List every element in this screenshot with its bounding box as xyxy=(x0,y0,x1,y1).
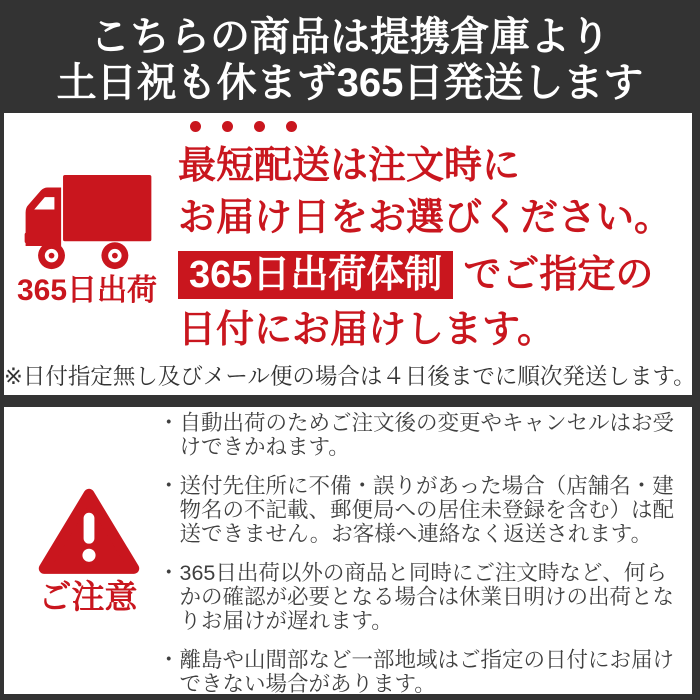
header-line-2: 土日祝も休まず365日発送します xyxy=(56,61,644,105)
shipping-panel xyxy=(4,113,696,395)
emphasis-dots xyxy=(190,121,297,132)
highlight-suffix: でご指定の xyxy=(463,254,654,296)
warning-triangle-icon xyxy=(38,483,140,575)
caution-list xyxy=(158,411,684,700)
caution-item: ・365日出荷以外の商品と同時にご注文時など、何らかの確認が必要となる場合は休業日明けの出荷となりお届けが遅れます。 xyxy=(158,561,675,633)
headline-line-4: 日付にお届けします。 xyxy=(178,309,555,351)
emphasis-dot-icon xyxy=(254,121,265,132)
headline-line-3 xyxy=(178,251,653,299)
caution-item: ・送付先住所に不備・誤りがあった場合（店舗名・建物名の不記載、郵便局への居住未登録を含む）は配送できません。お客様へ連絡なく返送されます。 xyxy=(158,474,675,546)
shipping-note: ※日付指定無し及びメール便の場合は４日後までに順次発送します。 xyxy=(4,364,696,389)
emphasis-dot-icon xyxy=(286,121,297,132)
caution-panel xyxy=(4,407,692,694)
caution-item: ・自動出荷のためご注文後の変更やキャンセルはお受けできかねます。 xyxy=(158,411,675,459)
caution-label: ご注意 xyxy=(38,578,138,615)
emphasis-dot-icon xyxy=(222,121,233,132)
truck-label: 365日出荷 xyxy=(16,274,158,307)
emphasis-dot-icon xyxy=(190,121,201,132)
caution-item: ・離島や山間部など一部地域はご指定の日付にお届けできない場合があります。 xyxy=(158,648,675,696)
header-line-1: こちらの商品は提携倉庫より xyxy=(90,15,610,59)
headline-line-1: 最短配送は注文時に xyxy=(178,145,521,187)
truck-icon xyxy=(24,175,152,271)
header-banner xyxy=(0,0,700,113)
headline-line-2: お届け日をお選びください。 xyxy=(178,197,673,239)
highlight-box: 365日出荷体制 xyxy=(178,251,453,299)
